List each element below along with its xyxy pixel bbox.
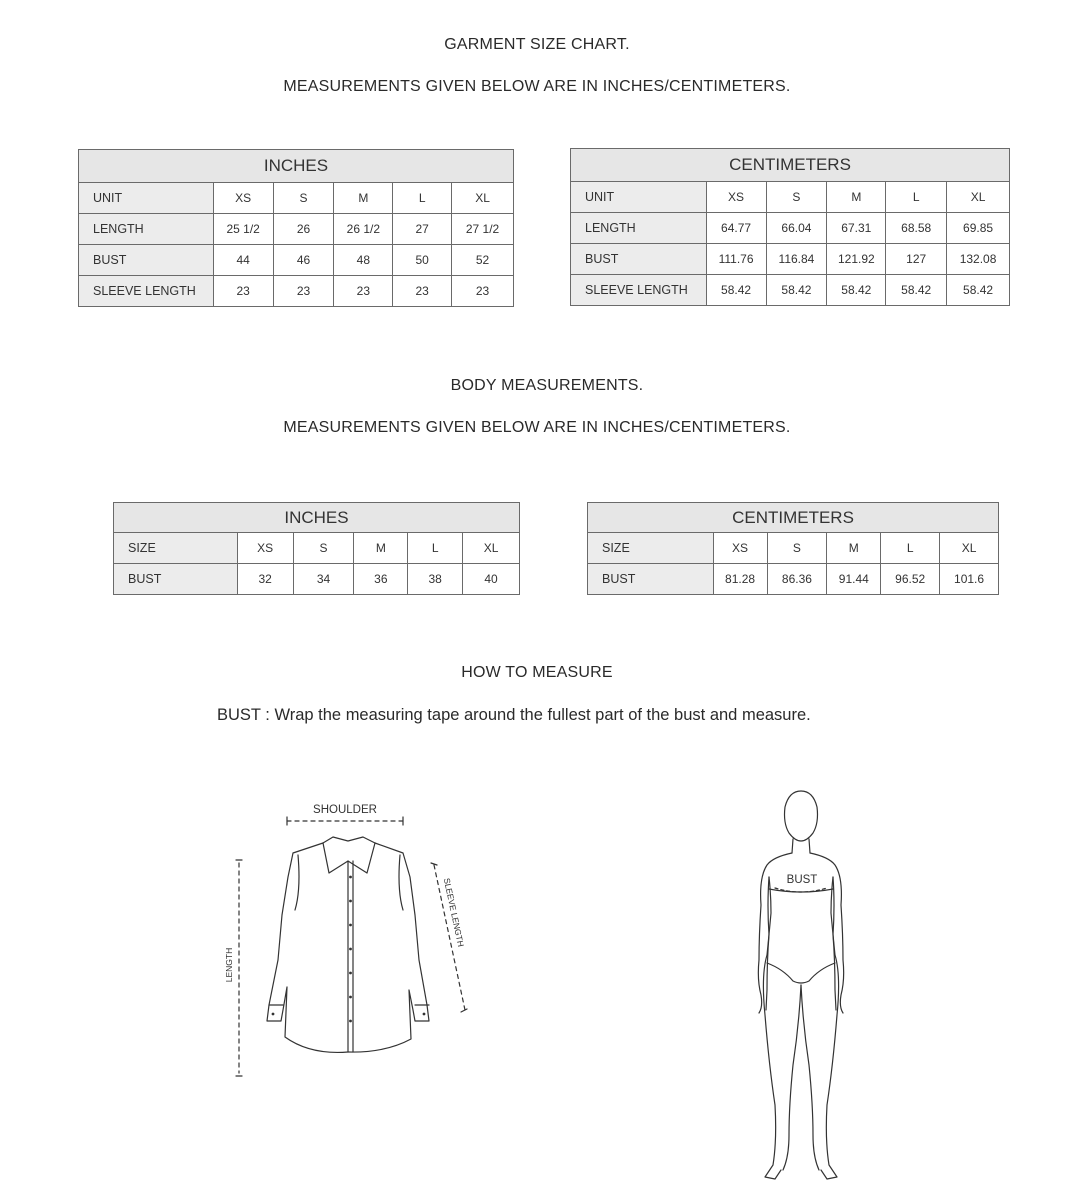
header-cell: UNIT [79,183,214,214]
table-row [571,213,1010,244]
table-cell: 23 [393,276,452,307]
header-cell: XS [706,182,766,213]
row-label: BUST [79,245,214,276]
row-label: BUST [588,564,714,595]
table-caption: INCHES [114,503,520,533]
table-header-row [114,533,520,564]
table-header-row [79,183,514,214]
body-illustration [745,785,865,1187]
garment-subtitle: MEASUREMENTS GIVEN BELOW ARE IN INCHES/CENTIMETERS. [283,78,791,95]
table-cell: 66.04 [766,213,827,244]
header-cell: L [881,533,940,564]
garment-inches-table [78,149,514,307]
table-row [79,276,514,307]
table-row [571,275,1010,306]
row-label: BUST [114,564,238,595]
header-cell: XL [940,533,999,564]
table-cell: 127 [886,244,947,275]
table-cell: 81.28 [713,564,767,595]
header-cell: M [354,533,408,564]
body-inches-table [113,502,520,595]
table-cell: 40 [463,564,520,595]
header-cell: S [767,533,827,564]
table-cell: 58.42 [947,275,1010,306]
row-label: BUST [571,244,707,275]
how-to-title: HOW TO MEASURE [461,664,613,681]
header-cell: UNIT [571,182,707,213]
table-cell: 25 1/2 [213,214,273,245]
header-cell: L [408,533,463,564]
table-header-row [571,182,1010,213]
table-cell: 58.42 [706,275,766,306]
table-cell: 121.92 [827,244,886,275]
body-subtitle: MEASUREMENTS GIVEN BELOW ARE IN INCHES/CENTIMETERS. [283,419,791,436]
table-cell: 26 1/2 [334,214,393,245]
header-cell: XL [947,182,1010,213]
table-cell: 23 [452,276,514,307]
header-cell: M [827,533,881,564]
table-cell: 52 [452,245,514,276]
header-cell: XS [713,533,767,564]
table-cell: 50 [393,245,452,276]
table-cell: 38 [408,564,463,595]
header-cell: S [293,533,354,564]
table-cell: 48 [334,245,393,276]
table-row [571,244,1010,275]
table-cell: 36 [354,564,408,595]
header-cell: XS [237,533,293,564]
table-cell: 68.58 [886,213,947,244]
table-row [114,564,520,595]
table-caption: CENTIMETERS [588,503,999,533]
garment-centimeters-table [570,148,1010,306]
table-row [79,245,514,276]
bust-label: BUST [786,874,818,886]
table-cell: 111.76 [706,244,766,275]
table-cell: 32 [237,564,293,595]
table-header-row [588,533,999,564]
length-label: LENGTH [224,947,234,983]
body-centimeters-table [587,502,999,595]
table-cell: 132.08 [947,244,1010,275]
row-label: LENGTH [571,213,707,244]
table-cell: 46 [273,245,334,276]
header-cell: S [766,182,827,213]
row-label: SLEEVE LENGTH [79,276,214,307]
table-cell: 86.36 [767,564,827,595]
shoulder-label: SHOULDER [313,804,377,816]
table-cell: 27 1/2 [452,214,514,245]
table-cell: 96.52 [881,564,940,595]
header-cell: L [393,183,452,214]
header-cell: XS [213,183,273,214]
table-cell: 58.42 [886,275,947,306]
table-cell: 23 [213,276,273,307]
table-cell: 116.84 [766,244,827,275]
table-cell: 69.85 [947,213,1010,244]
table-cell: 58.42 [766,275,827,306]
row-label: LENGTH [79,214,214,245]
sleeve-length-label: SLEEVE LENGTH [441,877,467,948]
bust-instruction: BUST : Wrap the measuring tape around the fullest part of the bust and measure. [217,706,811,724]
header-cell: SIZE [114,533,238,564]
header-cell: L [886,182,947,213]
table-cell: 64.77 [706,213,766,244]
table-cell: 91.44 [827,564,881,595]
table-cell: 34 [293,564,354,595]
table-caption: CENTIMETERS [571,149,1010,182]
header-cell: XL [452,183,514,214]
table-cell: 27 [393,214,452,245]
table-cell: 58.42 [827,275,886,306]
table-cell: 101.6 [940,564,999,595]
table-cell: 67.31 [827,213,886,244]
table-cell: 23 [334,276,393,307]
header-cell: S [273,183,334,214]
header-cell: XL [463,533,520,564]
header-cell: M [334,183,393,214]
table-caption: INCHES [79,150,514,183]
table-row [79,214,514,245]
table-cell: 44 [213,245,273,276]
garment-title: GARMENT SIZE CHART. [444,36,630,53]
header-cell: SIZE [588,533,714,564]
body-title: BODY MEASUREMENTS. [450,377,644,394]
table-row [588,564,999,595]
shirt-illustration [215,795,480,1085]
table-cell: 26 [273,214,334,245]
row-label: SLEEVE LENGTH [571,275,707,306]
header-cell: M [827,182,886,213]
table-cell: 23 [273,276,334,307]
